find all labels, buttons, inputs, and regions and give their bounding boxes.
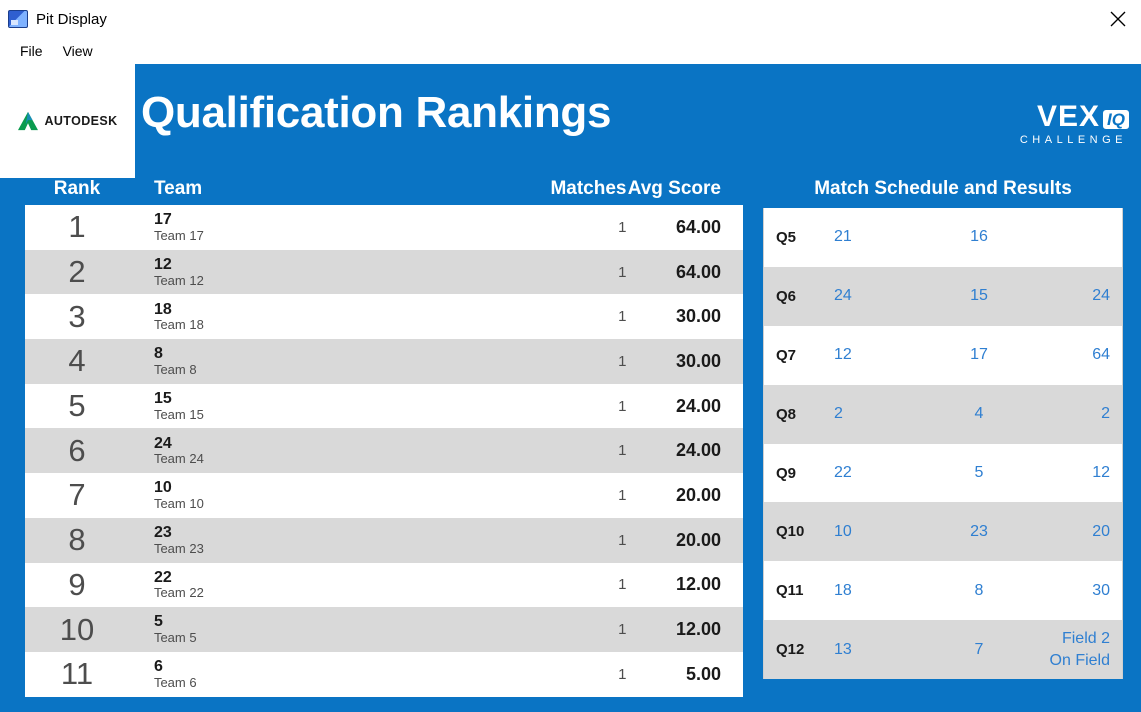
match-field-label: Field 2 xyxy=(1061,630,1110,648)
match-label: Q5 xyxy=(776,228,797,246)
table-row[interactable] xyxy=(25,652,743,697)
team-number: 15 xyxy=(153,389,172,407)
column-header-matches: Matches xyxy=(550,178,627,199)
rank-value: 5 xyxy=(68,388,86,424)
avg-score-value: 64.00 xyxy=(675,261,721,282)
avg-score-value: 5.00 xyxy=(685,663,721,684)
rank-value: 4 xyxy=(68,343,86,379)
team-number: 18 xyxy=(153,300,172,318)
match-result: 2 xyxy=(1101,405,1110,423)
matches-value: 1 xyxy=(618,397,627,415)
avg-score-value: 30.00 xyxy=(675,306,721,327)
matches-value: 1 xyxy=(618,621,627,639)
team-number: 10 xyxy=(153,479,172,497)
match-result: 30 xyxy=(1092,581,1110,599)
match-label: Q10 xyxy=(776,523,805,541)
table-row[interactable] xyxy=(25,339,743,384)
matches-value: 1 xyxy=(618,442,627,460)
schedule-row[interactable] xyxy=(764,502,1122,561)
match-label: Q6 xyxy=(776,287,797,305)
team-name: Team 17 xyxy=(153,227,204,243)
menubar xyxy=(0,38,1141,64)
schedule-row[interactable] xyxy=(764,267,1122,326)
team-cell xyxy=(129,659,504,689)
rank-value: 2 xyxy=(68,254,86,290)
match-result: 64 xyxy=(1092,346,1110,364)
rank-value: 7 xyxy=(68,477,86,513)
column-header-avg-score: Avg Score xyxy=(627,178,721,199)
match-result: 12 xyxy=(1092,464,1110,481)
match-team-2: 4 xyxy=(974,405,984,423)
matches-value: 1 xyxy=(618,218,627,236)
team-name: Team 24 xyxy=(153,451,204,467)
rankings-header-row xyxy=(25,178,743,205)
table-row[interactable] xyxy=(25,473,743,518)
match-label: Q12 xyxy=(776,641,805,659)
team-name: Team 8 xyxy=(153,361,197,377)
rank-value: 6 xyxy=(68,432,86,468)
matches-value: 1 xyxy=(618,352,627,370)
matches-value: 1 xyxy=(618,263,627,281)
avg-score-value: 12.00 xyxy=(675,619,721,640)
pit-display-icon xyxy=(8,10,28,28)
table-row[interactable] xyxy=(25,518,743,563)
match-result: 24 xyxy=(1092,287,1110,305)
table-row[interactable] xyxy=(25,250,743,295)
schedule-row[interactable] xyxy=(764,444,1122,503)
match-team-1: 18 xyxy=(834,581,852,599)
team-number: 24 xyxy=(153,434,172,452)
team-cell xyxy=(129,570,504,600)
team-name: Team 10 xyxy=(153,496,204,512)
rank-value: 11 xyxy=(60,656,94,692)
match-team-1: 13 xyxy=(834,640,852,658)
vex-iq-badge: IQ xyxy=(1103,110,1129,129)
column-header-rank: Rank xyxy=(53,178,101,199)
match-team-1: 22 xyxy=(834,464,852,481)
avg-score-value: 12.00 xyxy=(675,574,721,595)
team-cell xyxy=(129,391,504,421)
rankings-table[interactable] xyxy=(25,205,743,692)
team-number: 23 xyxy=(153,523,172,541)
team-name: Team 18 xyxy=(153,317,204,333)
team-number: 17 xyxy=(153,211,172,229)
match-team-2: 23 xyxy=(970,522,988,540)
avg-score-value: 24.00 xyxy=(675,395,721,416)
team-name: Team 22 xyxy=(153,585,204,601)
rank-value: 10 xyxy=(59,611,95,647)
match-team-1: 24 xyxy=(834,287,852,305)
table-row[interactable] xyxy=(25,428,743,473)
menu-item-view[interactable]: View xyxy=(62,43,93,59)
page-title: Qualification Rankings xyxy=(141,88,612,137)
team-cell xyxy=(129,480,504,510)
vex-logo-subtitle: CHALLENGE xyxy=(1019,134,1127,146)
autodesk-logo-icon xyxy=(17,111,39,131)
vex-iq-logo xyxy=(1020,102,1129,146)
match-team-1: 12 xyxy=(834,346,852,364)
schedule-row[interactable] xyxy=(764,561,1122,620)
match-team-2: 17 xyxy=(970,346,988,364)
rankings-panel xyxy=(25,178,743,692)
team-name: Team 12 xyxy=(153,272,204,288)
match-label: Q8 xyxy=(776,405,797,423)
match-team-1: 2 xyxy=(834,405,843,423)
schedule-row[interactable] xyxy=(764,385,1122,444)
autodesk-logo-text: AUTODESK xyxy=(44,114,118,128)
match-team-2: 8 xyxy=(974,581,984,599)
avg-score-value: 30.00 xyxy=(675,350,721,371)
match-status-label: On Field xyxy=(1049,651,1110,669)
avg-score-value: 24.00 xyxy=(675,440,721,461)
avg-score-value: 64.00 xyxy=(675,216,721,237)
team-cell xyxy=(129,346,504,376)
match-label: Q7 xyxy=(776,346,797,364)
team-cell xyxy=(129,302,504,332)
vex-logo-text: VEX xyxy=(1037,100,1101,133)
team-number: 6 xyxy=(153,658,163,675)
rank-value: 8 xyxy=(68,522,86,558)
matches-value: 1 xyxy=(618,308,627,326)
menu-item-file[interactable]: File xyxy=(20,43,43,59)
team-cell xyxy=(129,257,504,287)
matches-value: 1 xyxy=(618,486,627,504)
table-row[interactable] xyxy=(25,294,743,339)
team-number: 12 xyxy=(153,255,172,273)
avg-score-value: 20.00 xyxy=(675,484,721,505)
rank-value: 9 xyxy=(68,566,86,602)
matches-value: 1 xyxy=(618,531,627,549)
team-cell xyxy=(129,212,504,242)
column-header-team: Team xyxy=(153,178,203,199)
match-team-2: 5 xyxy=(974,464,984,481)
match-result xyxy=(1034,628,1110,671)
team-name: Team 23 xyxy=(153,540,204,556)
team-number: 5 xyxy=(153,613,163,631)
autodesk-logo xyxy=(0,64,135,178)
schedule-title: Match Schedule and Results xyxy=(814,178,1072,199)
match-team-1: 21 xyxy=(834,228,852,246)
content-area xyxy=(0,178,1141,692)
pit-display-stage xyxy=(0,64,1141,712)
matches-value: 1 xyxy=(618,576,627,594)
team-number: 22 xyxy=(153,568,172,586)
match-label: Q11 xyxy=(776,582,804,600)
matches-value: 1 xyxy=(618,665,627,683)
match-team-1: 10 xyxy=(834,522,852,540)
team-cell xyxy=(129,436,504,466)
window-title: Pit Display xyxy=(36,10,107,28)
rank-value: 1 xyxy=(68,209,86,245)
schedule-row[interactable] xyxy=(764,208,1122,267)
match-team-2: 7 xyxy=(974,640,984,658)
table-row[interactable] xyxy=(25,205,743,250)
header-band xyxy=(0,64,1141,178)
schedule-panel xyxy=(763,178,1123,679)
match-result: 20 xyxy=(1092,522,1110,540)
window-titlebar xyxy=(0,0,1141,38)
match-team-2: 16 xyxy=(970,228,988,246)
match-label: Q9 xyxy=(776,464,797,482)
schedule-table[interactable] xyxy=(763,208,1123,679)
avg-score-value: 20.00 xyxy=(675,529,721,550)
match-team-2: 15 xyxy=(970,287,988,305)
team-number: 8 xyxy=(153,345,163,363)
team-name: Team 5 xyxy=(153,630,197,646)
schedule-row[interactable] xyxy=(764,326,1122,385)
team-cell xyxy=(129,525,504,555)
team-name: Team 15 xyxy=(153,406,204,422)
table-row[interactable] xyxy=(25,384,743,429)
schedule-row[interactable] xyxy=(764,620,1122,679)
table-row[interactable] xyxy=(25,563,743,608)
close-icon[interactable] xyxy=(1095,0,1141,38)
table-row[interactable] xyxy=(25,607,743,652)
team-cell xyxy=(129,614,504,644)
team-name: Team 6 xyxy=(153,674,197,690)
rank-value: 3 xyxy=(68,298,86,334)
